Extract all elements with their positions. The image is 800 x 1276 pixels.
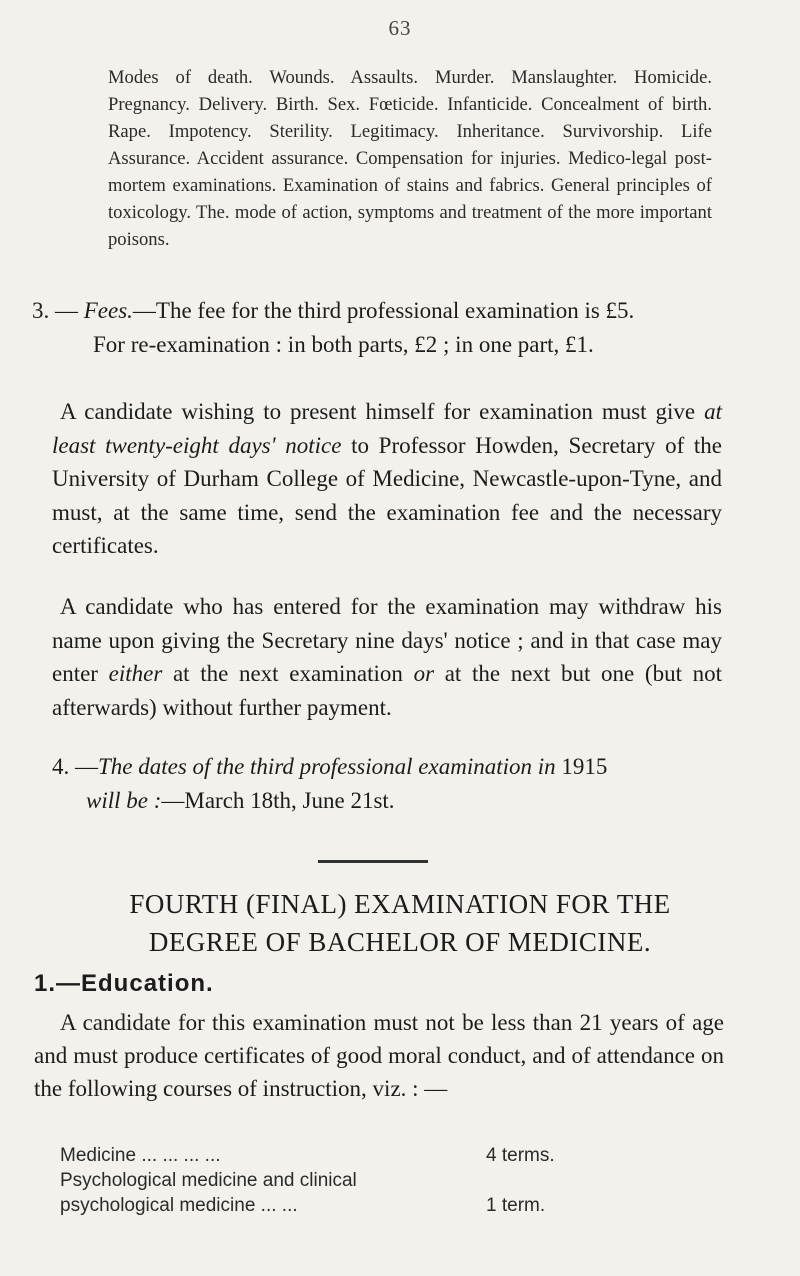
dates-year: 1915 [561,754,608,779]
fees-line1: —The fee for the third professional examination is £5. [132,298,635,323]
withdraw-before: A candidate who has entered for the examination may withdraw his name upon giving the Secretary nine days' notice ; and in that case may enter [52,594,722,686]
notice-before: A candidate wishing to present himself for examination must give [60,399,705,424]
course-row [60,1168,740,1193]
education-paragraph: A candidate for this examination must not be less than 21 years of age and must produce certificates of good moral conduct, and of attendance on the following courses of instruction, viz. : — [34,1010,724,1101]
section-divider [318,860,428,863]
fees-number: 3. — [32,298,84,323]
withdraw-emph-either: either [108,661,163,686]
section-heading [40,885,760,961]
course-name: psychological medicine ... ... [60,1195,298,1216]
fees-line2: For re-examination : in both parts, £2 ; in one part, £1. [93,331,594,357]
leader-dots: ... ... ... ... [136,1145,221,1166]
fees-label: Fees. [83,298,133,323]
heading-line1: FOURTH (FINAL) EXAMINATION FOR THE [129,889,671,919]
subjects-list: Modes of death. Wounds. Assaults. Murder. Manslaughter. Homicide. Pregnancy. Delivery. Birth. Sex. Fœticide. Infanticide. Concealment of birth. Rape. Impotency. Sterility. Legitimacy. Inheritance. Survivorship. Life Assurance. Accident assurance. Compensation for injuries. Medico-legal post-mortem examinations. Examination of stains and fabrics. General principles of toxicology. The. mode of action, symptoms and treatment of the more important poisons. [108,67,712,250]
dates-paragraph [52,750,722,817]
course-name: Psychological medicine and clinical [60,1170,357,1191]
course-row [60,1193,740,1218]
courses-list [60,1143,740,1218]
course-row [60,1143,740,1168]
dates-emph-a: The dates of the third professional examination in [98,754,562,779]
fees-paragraph [32,294,722,361]
withdraw-after: at the next but one (but not afterwards) without further payment. [52,661,723,720]
dates-number: 4. — [52,754,98,779]
course-name: Medicine ... ... ... ... [60,1145,221,1166]
notice-after: to Professor Howden, Secretary of the University of Durham College of Medicine, Newcastle-upon-Tyne, and must, at the same time, send the examination fee and the necessary certificates. [52,432,722,558]
notice-emph: at least twenty-eight days' notice [52,399,722,458]
leader-dots: ... ... [255,1195,298,1216]
withdraw-middle: at the next examination [162,661,414,686]
course-term: 4 terms. [486,1145,555,1166]
withdraw-paragraph [52,590,722,724]
withdraw-emph-or: or [413,661,435,686]
dates-values: —March 18th, June 21st. [161,787,395,813]
dates-emph-b: will be : [86,787,162,813]
education-title: 1.—Education. [34,970,214,997]
heading-line2: DEGREE OF BACHELOR OF MEDICINE. [148,927,652,957]
notice-paragraph [52,395,722,563]
course-term: 1 term. [486,1195,546,1216]
page-number: 63 [388,16,412,40]
